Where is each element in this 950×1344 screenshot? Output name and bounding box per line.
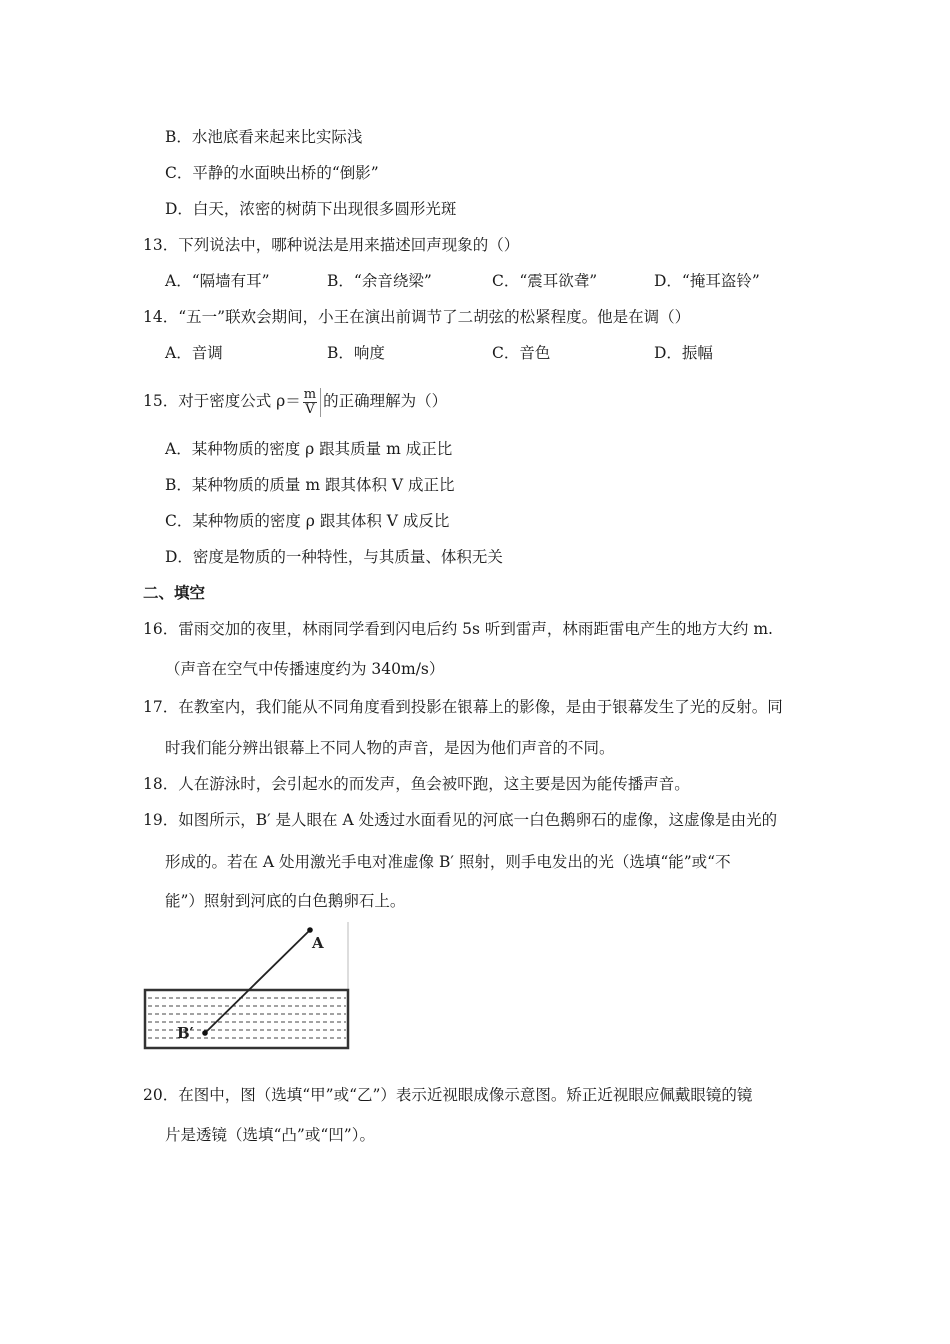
q14-option-c: C．音色 (492, 344, 551, 362)
q20-line1: 20．在图中，图（选填“甲”或“乙”）表示近视眼成像示意图。矫正近视眼应佩戴眼镜的镜 (143, 1086, 753, 1104)
water-tank (145, 990, 348, 1048)
q15-option-b: B．某种物质的质量 m 跟其体积 V 成正比 (165, 476, 455, 494)
q19-line3: 能”）照射到河底的白色鹅卵石上。 (165, 892, 406, 910)
q20-line2: 片是透镜（选填“凸”或“凹”）。 (165, 1126, 375, 1144)
section-title: 二、填空 (143, 584, 206, 602)
q15-stem (143, 384, 447, 418)
point-a-dot (307, 927, 313, 933)
q12-option-d: D．白天，浓密的树荫下出现很多圆形光斑 (165, 200, 457, 218)
point-b-dot (202, 1030, 208, 1036)
q14-option-a: A．音调 (165, 344, 223, 362)
refraction-figure (143, 922, 355, 1052)
label-a: A (312, 934, 324, 952)
q14-option-d: D．振幅 (654, 344, 713, 362)
q13-option-b: B．“余音绕梁” (327, 272, 432, 290)
q15-option-a: A．某种物质的密度 ρ 跟其质量 m 成正比 (165, 440, 453, 458)
q17-line1: 17．在教室内，我们能从不同角度看到投影在银幕上的影像，是由于银幕发生了光的反射。同 (143, 698, 783, 716)
q16-line1: 16．雷雨交加的夜里，林雨同学看到闪电后约 5s 听到雷声，林雨距雷电产生的地方大约 m. (143, 620, 773, 638)
q15-option-c: C．某种物质的密度 ρ 跟其体积 V 成反比 (165, 512, 450, 530)
q15-option-d: D．密度是物质的一种特性，与其质量、体积无关 (165, 548, 503, 566)
density-formula-fraction (303, 388, 321, 417)
label-b-prime: B′ (177, 1024, 194, 1042)
q19-line1: 19．如图所示，B′ 是人眼在 A 处透过水面看见的河底一白色鹅卵石的虚像，这虚像是由光的 (143, 811, 778, 829)
q14-stem: 14．“五一”联欢会期间，小王在演出前调节了二胡弦的松紧程度。他是在调（） (143, 308, 691, 326)
q13-option-c: C．“震耳欲聋” (492, 272, 598, 290)
q12-option-c: C．平静的水面映出桥的“倒影” (165, 164, 379, 182)
q17-line2: 时我们能分辨出银幕上不同人物的声音，是因为他们声音的不同。 (165, 739, 615, 757)
q18-line1: 18．人在游泳时，会引起水的而发声，鱼会被吓跑，这主要是因为能传播声音。 (143, 775, 690, 793)
q13-option-d: D．“掩耳盗铃” (654, 272, 760, 290)
q19-line2: 形成的。若在 A 处用激光手电对准虚像 B′ 照射，则手电发出的光（选填“能”或“不 (165, 853, 731, 871)
fraction-denominator: V (305, 401, 315, 417)
q13-option-a: A．“隔墙有耳” (165, 272, 270, 290)
q12-option-b: B．水池底看来起来比实际浅 (165, 128, 363, 146)
q13-stem: 13．下列说法中，哪种说法是用来描述回声现象的（） (143, 236, 520, 254)
q16-line2: （声音在空气中传播速度约为 340m/s） (165, 660, 445, 678)
fraction-numerator: m (303, 386, 317, 402)
q15-stem-pre: 15．对于密度公式 ρ＝ (143, 392, 301, 410)
q14-option-b: B．响度 (327, 344, 385, 362)
q15-stem-post: 的正确理解为（） (323, 392, 448, 410)
